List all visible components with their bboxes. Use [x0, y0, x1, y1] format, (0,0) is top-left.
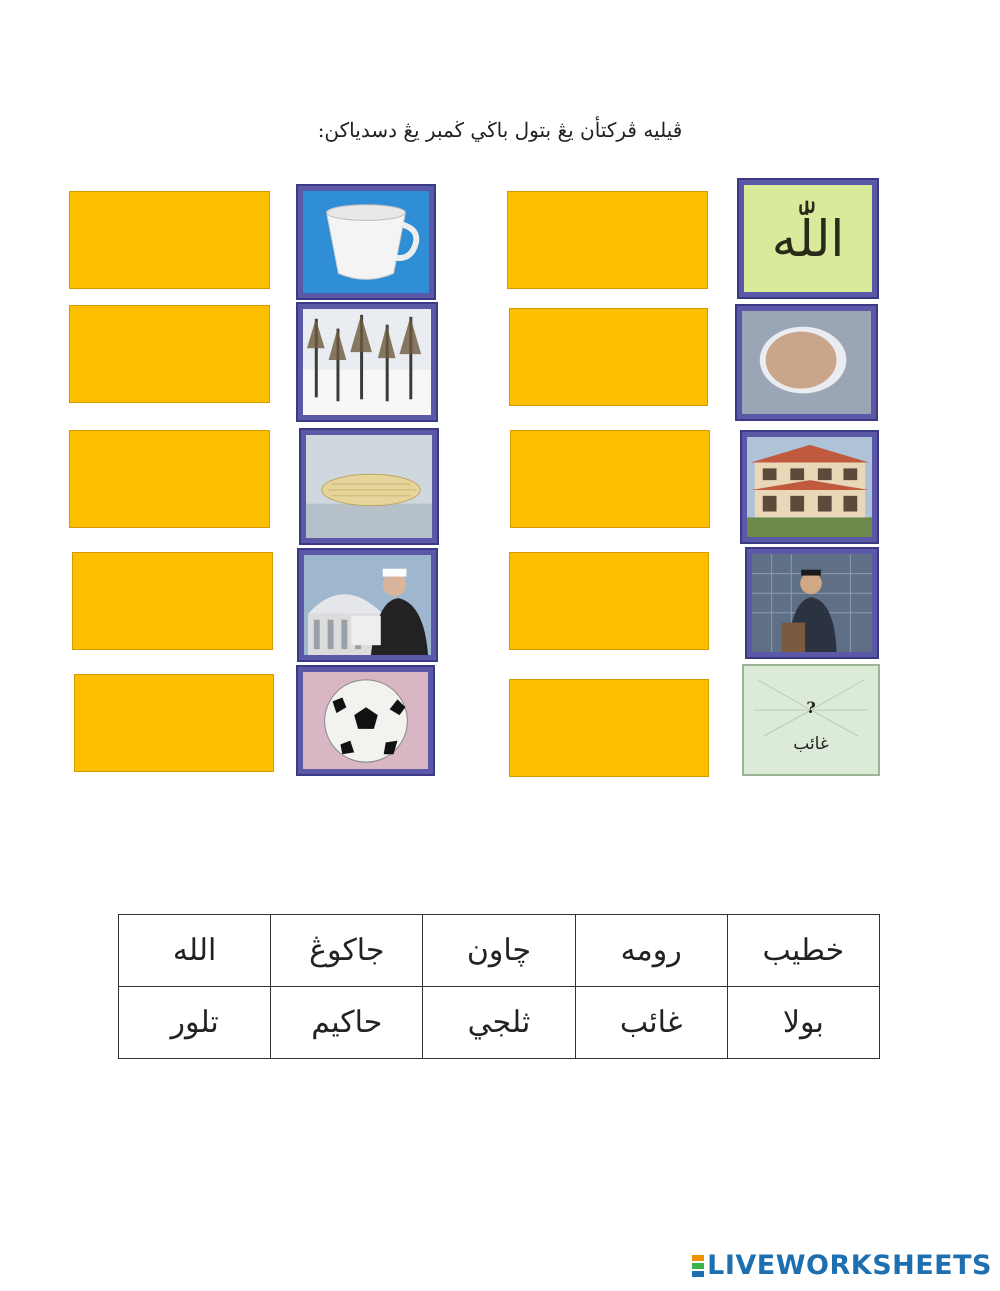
cup-icon: [303, 191, 429, 293]
word-cell: خطيب: [727, 915, 879, 987]
snow-trees-picture: [296, 302, 438, 422]
egg-picture: [735, 304, 878, 421]
word-cell: تلور: [119, 987, 271, 1059]
house-picture: [740, 430, 879, 544]
house-icon: [747, 437, 872, 537]
logo-icon: [692, 1254, 704, 1278]
word-cell: ثلجي: [423, 987, 575, 1059]
question-mark: ?: [806, 698, 816, 717]
word-cell: الله: [119, 915, 271, 987]
answer-box-egg[interactable]: [509, 308, 708, 406]
word-cell: حاكيم: [271, 987, 423, 1059]
snow-trees-icon: [303, 309, 431, 415]
preacher-icon: [752, 554, 872, 652]
corn-icon: [306, 435, 432, 538]
answer-box-preacher[interactable]: [509, 552, 709, 650]
absent-card-picture: [742, 664, 880, 776]
absent-caption: غائب: [793, 734, 829, 754]
answer-box-absent[interactable]: [509, 679, 709, 777]
word-cell: غائب: [575, 987, 727, 1059]
answer-box-cup[interactable]: [69, 191, 270, 289]
word-bank-table: [118, 914, 880, 1059]
judge-picture: [297, 548, 438, 662]
answer-box-corn[interactable]: [69, 430, 270, 528]
answer-box-ball[interactable]: [74, 674, 274, 772]
ball-icon: [303, 672, 428, 769]
egg-icon: [742, 311, 871, 414]
judge-icon: [304, 555, 431, 655]
word-cell: جاكوڠ: [271, 915, 423, 987]
answer-box-snow[interactable]: [69, 305, 270, 403]
preacher-picture: [745, 547, 879, 659]
ball-picture: [296, 665, 435, 776]
word-cell: رومه: [575, 915, 727, 987]
burst-lines-icon: [744, 666, 878, 774]
liveworksheets-logo[interactable]: [692, 1250, 992, 1281]
answer-box-judge[interactable]: [72, 552, 273, 650]
cup-picture: [296, 184, 436, 300]
table-row: [119, 987, 880, 1059]
answer-box-house[interactable]: [510, 430, 710, 528]
corn-picture: [299, 428, 439, 545]
answer-box-allah[interactable]: [507, 191, 708, 289]
brand-name: LIVEWORKSHEETS: [707, 1250, 992, 1281]
word-cell: چاون: [423, 915, 575, 987]
table-row: [119, 915, 880, 987]
instruction-text: ڤيليه ڤركتأن يڠ بتول باڬي ڬمبر يڠ دسدياكن:: [317, 118, 683, 142]
calligraphy-text: اللّٰه: [771, 209, 845, 268]
allah-calligraphy-picture: [737, 178, 879, 299]
word-cell: بولا: [727, 987, 879, 1059]
